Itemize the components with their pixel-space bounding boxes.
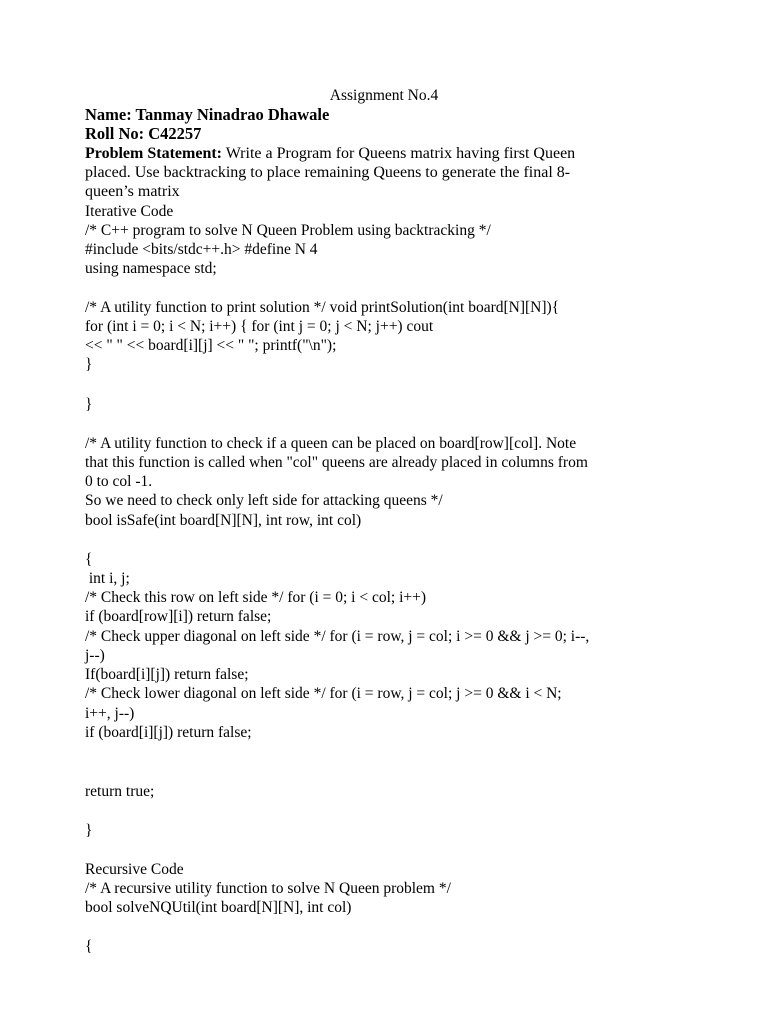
- code-line: bool isSafe(int board[N][N], int row, int col): [85, 512, 362, 529]
- code-line: << " " << board[i][j] << " "; printf("\n");: [85, 337, 337, 354]
- code-line: /* A recursive utility function to solve N Queen problem */: [85, 880, 451, 897]
- code-line: for (int i = 0; i < N; i++) { for (int j = 0; j < N; j++) cout: [85, 318, 434, 335]
- code-line: {: [85, 551, 93, 568]
- problem-statement-line-3: queen’s matrix: [85, 183, 180, 200]
- code-line: that this function is called when "col" queens are already placed in columns from: [85, 454, 588, 471]
- code-line: i++, j--): [85, 705, 135, 722]
- code-line: /* A utility function to print solution */ void printSolution(int board[N][N]){: [85, 299, 560, 316]
- problem-statement-text-1: Write a Program for Queens matrix having first Queen: [222, 145, 576, 162]
- code-line: /* Check lower diagonal on left side */ for (i = row, j = col; j >= 0 && i < N;: [85, 685, 562, 702]
- code-line: if (board[i][j]) return false;: [85, 724, 252, 741]
- code-line: If(board[i][j]) return false;: [85, 666, 249, 683]
- code-line: }: [85, 396, 93, 413]
- roll-number: Roll No: C42257: [85, 124, 202, 143]
- code-line: return true;: [85, 783, 155, 800]
- assignment-title: Assignment No.4: [329, 87, 439, 104]
- code-line: using namespace std;: [85, 260, 217, 277]
- code-line: }: [85, 356, 93, 373]
- code-line: bool solveNQUtil(int board[N][N], int col): [85, 899, 352, 916]
- code-line: 0 to col -1.: [85, 473, 153, 490]
- problem-statement-line-1: [85, 144, 575, 163]
- problem-statement-line-2: placed. Use backtracking to place remaining Queens to generate the final 8-: [85, 164, 571, 181]
- code-line: {: [85, 938, 93, 955]
- code-line: /* Check this row on left side */ for (i = 0; i < col; i++): [85, 589, 427, 606]
- code-line: int i, j;: [85, 570, 130, 587]
- code-line: /* A utility function to check if a queen can be placed on board[row][col]. Note: [85, 435, 577, 452]
- code-line: #include <bits/stdc++.h> #define N 4: [85, 241, 318, 258]
- code-line: }: [85, 822, 93, 839]
- code-line: if (board[row][i]) return false;: [85, 608, 272, 625]
- code-line: j--): [85, 647, 105, 664]
- code-line: /* C++ program to solve N Queen Problem using backtracking */: [85, 222, 491, 239]
- student-name: Name: Tanmay Ninadrao Dhawale: [85, 105, 330, 124]
- code-line: /* Check upper diagonal on left side */ for (i = row, j = col; i >= 0 && j >= 0; i--,: [85, 628, 590, 645]
- code-line: So we need to check only left side for attacking queens */: [85, 492, 443, 509]
- problem-statement-label: Problem Statement:: [85, 145, 222, 162]
- iterative-code-heading: Iterative Code: [85, 203, 174, 220]
- recursive-code-heading: Recursive Code: [85, 861, 184, 878]
